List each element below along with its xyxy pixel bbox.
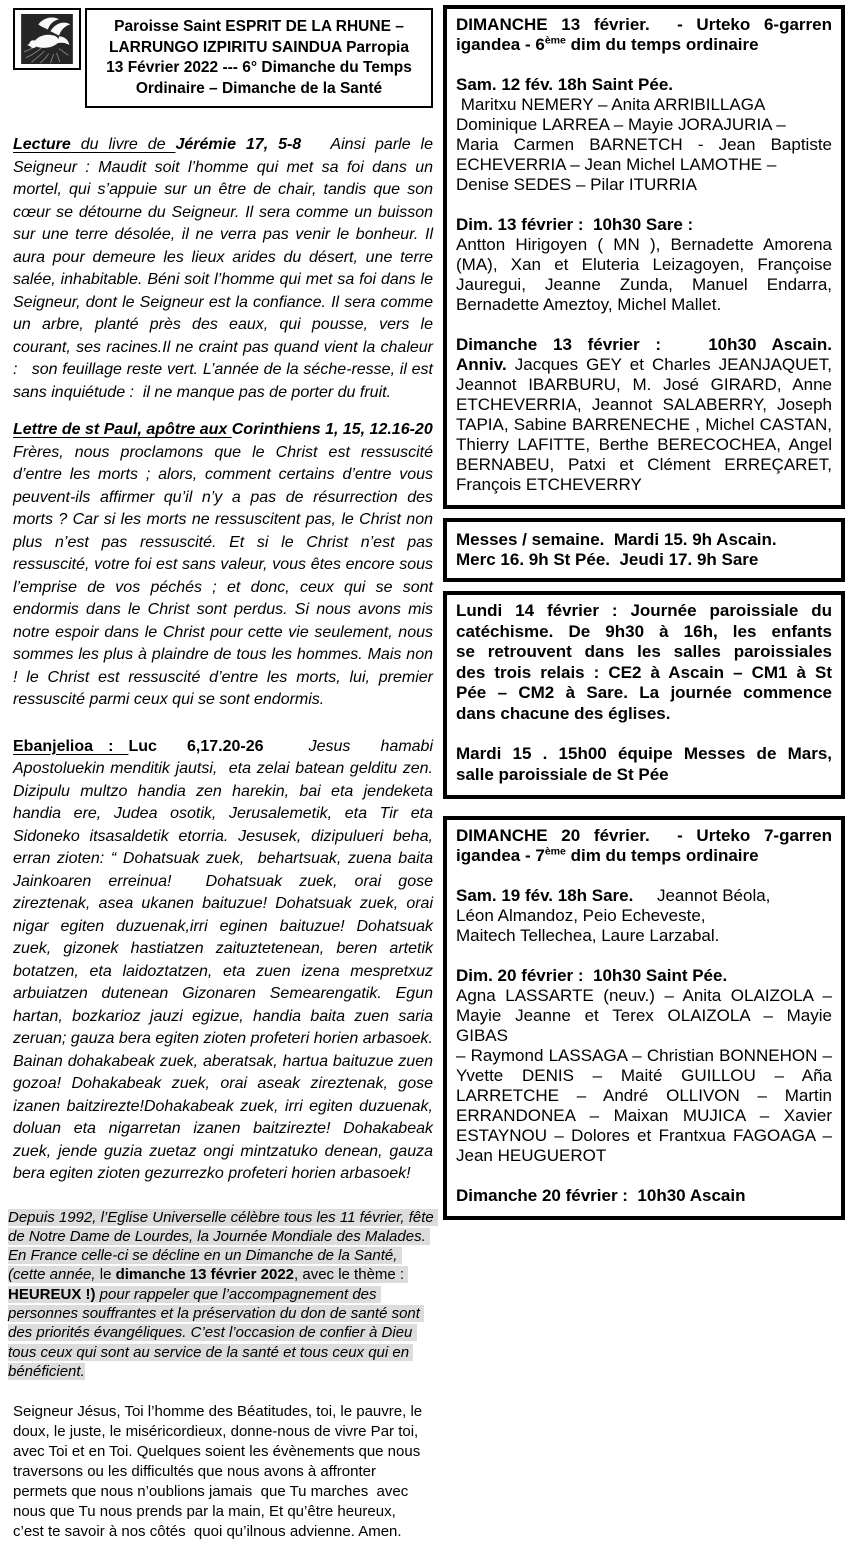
text-line: Denise SEDES – Pilar ITURRIA	[456, 175, 697, 194]
text-line: Maria Carmen BARNETCH - Jean Baptiste	[456, 135, 832, 154]
text-line: Agna LASSARTE (neuv.) – Anita OLAIZOLA –	[456, 986, 832, 1005]
reading-jeremiah-heading-rest: du livre de	[70, 136, 176, 153]
sunday-20-feb-box	[443, 816, 845, 1220]
reading-corinthians-body: Frères, nous proclamons que le Christ est ressuscité d’entre les morts ; alors, comment certains d’entre vous peuvent-ils affirmer qu’il n’y a pas de résurrection des morts ? Car si les morts ne ressuscitent pas, le Christ non plus n’est pas ressuscité. Et si le Christ n’est pas ressuscité, votre foi est sans valeur, vous êtes encore sous l’emprise de vos péchés ; et donc, ceux qui se sont endormis dans le Christ sont perdus. Si nous avons mis notre espoir dans le Christ pour cette vie seulement, nous sommes les plus à plaindre de tous les hommes. Mais non ! le Christ est ressuscité d’entre les morts, lui, premier ressuscité parmi ceux qui se sont endormis.	[13, 443, 438, 708]
left-column	[8, 8, 438, 1543]
saturday-19-line	[456, 886, 832, 906]
text-line: Jeannot IBARBURU, M. José GIRARD, Anne	[456, 375, 832, 394]
text-line: ECHEVERRIA – Jean Michel LAMOTHE –	[456, 155, 777, 174]
box4-heading-pre: igandea - 7	[456, 846, 545, 865]
text-line: Léon Almandoz, Peio Echeveste,	[456, 906, 706, 925]
reading-jeremiah-heading: Lecture	[13, 136, 71, 153]
gospel-body: Jesus hamabi Apostoluekin menditik jautsi, eta zelai batean gelditu zen. Dizipulu multzo handia zen harekin, bai eta jendeketa handia ere, Judea osotik, Jerusalemetik, eta Tir eta Sidoneko itsasaldetik etorria. Jesusek, dizipulueri beha, erran zioten: “ Dohatsuak zuek, behartsuak, zuena baita Jainkoaren erreinua! Dohatsuak zuek, orai gose zireztenak, asea ukanen baituzue! Dohatsuak zuek, orai nigar egiten duzuenak,irri eginen baituzue! Dohatsuak zuek, gizonek hastiatzen zaituztetenean, beren artetik botatzen, eta laidoztatzen, eta zuen izena mespretxuz arbuiatzen dutenean Gizonaren Semearengatik. Egun hartan, bozkarioz jauzi egizue, handia baita zuen saria zeruan; gauza bera egiten zioten profeteri horien arbasoek. Bainan dohakabeak zuek, aberatsak, hartua baituzue zuen gozoa! Dohakabeak zuek, orai aseak zireztenak, gose izanen baitzirezte!Dohakabeak zuek, irri egiten duzuenak, doluan eta nigarretan izanen baitzirezte! Dohakabeak zuek, jende guzia zuetaz ongi mintzatuko denean, gauza bera egiten zioten gezurrezko profeteri horien arbasoek!	[13, 737, 438, 1182]
health-note-seg4: , avec le thème :	[294, 1266, 409, 1284]
health-sunday-note	[8, 1208, 438, 1382]
box1-heading-line1: DIMANCHE 13 février. - Urteko 6-garren	[456, 15, 832, 34]
saturday-12-names	[456, 95, 832, 195]
sunday-13-ascain-section	[456, 335, 832, 495]
gospel-basque	[13, 736, 438, 1186]
superscript-eme: ème	[544, 34, 566, 47]
text-line: dans chacune des églises.	[456, 703, 671, 723]
sunday-20-stpee-section	[456, 966, 837, 1166]
sunday-13-sare-section	[456, 215, 832, 315]
text-line: Maitech Tellechea, Laure Larzabal.	[456, 926, 720, 945]
box1-heading-pre: igandea - 6	[456, 35, 545, 54]
text-line: traversons ou les difficultés que nous avons à affronter	[13, 1463, 376, 1481]
sunday-13-ascain-names	[456, 375, 832, 495]
anniversary-label: Anniv.	[456, 355, 507, 374]
text-line: Lundi 14 février : Journée paroissiale du	[456, 601, 832, 620]
saturday-12-section	[456, 75, 832, 195]
sunday-20-stpee-names	[456, 986, 837, 1166]
box1-heading-line2	[456, 35, 832, 55]
parish-logo-box	[13, 8, 81, 70]
reading-corinthians-heading: Lettre de st Paul, apôtre aux	[13, 421, 232, 438]
text-line: Jauregui, Jeanne Zunda, Manuel Endarra,	[456, 275, 832, 294]
masthead	[13, 8, 433, 108]
parish-title-line-2: LARRUNGO IZPIRITU SAINDUA Parropia	[109, 38, 409, 56]
reading-jeremiah-reference: Jérémie 17, 5-8	[175, 136, 302, 153]
text-line: nous que Tu nous prends par la main, Et qu’être heureux,	[13, 1503, 396, 1521]
text-line: Maritxu NEMERY – Anita ARRIBILLAGA	[456, 95, 766, 114]
highlighted-text	[8, 1209, 438, 1380]
gospel-heading: Ebanjelioa :	[13, 737, 129, 755]
text-line: ERRANDONEA – Maixan MUJICA – Xavier	[456, 1106, 832, 1125]
text-line: se retrouvent dans les salles paroissiales	[456, 642, 832, 661]
sunday-13-ascain-heading: Dimanche 13 février : 10h30 Ascain.	[456, 335, 832, 354]
sunday-20-stpee-heading: Dim. 20 février : 10h30 Saint Pée.	[456, 966, 728, 985]
box1-heading-post: dim du temps ordinaire	[565, 35, 759, 54]
weekday-masses-box	[443, 518, 845, 582]
tuesday-meeting-paragraph	[456, 744, 832, 785]
health-note-seg6: pour rappeler que l’accompagnement des personnes souffrantes et la préservation du don de santé sont des priorités évangéliques. C’est l’occasion de confier à Dieu tous ceux qui sont au service de la santé et tous ceux qui en bénéficient.	[8, 1285, 425, 1380]
text-line: Dominique LARREA – Mayie JORAJURIA –	[456, 115, 786, 134]
text-line: doux, le juste, le miséricordieux, donne-nous de vivre Par toi,	[13, 1423, 419, 1441]
weekday-masses-line2: Merc 16. 9h St Pée. Jeudi 17. 9h Sare	[456, 550, 759, 569]
anniversary-line	[456, 355, 832, 375]
dove-icon	[21, 14, 73, 64]
text-line: LARRETCHE – André OLLIVON – Martin	[456, 1086, 832, 1105]
text-line: (MA), Xan et Eluteria Leizagoyen, Françoise	[456, 255, 832, 274]
parish-title-box	[85, 8, 433, 108]
box4-heading-line1: DIMANCHE 20 février. - Urteko 7-garren	[456, 826, 832, 845]
text-line: permets que nous n’oublions jamais que Tu marches avec	[13, 1483, 409, 1501]
text-line: c’est te savoir à nos côtés quoi qu’ilnous advienne. Amen.	[13, 1523, 402, 1541]
text-line: avec Toi et en Toi. Quelques soient les évènements que nous	[13, 1443, 421, 1461]
catechism-day-box	[443, 591, 845, 799]
text-line: Seigneur Jésus, Toi l’homme des Béatitudes, toi, le pauvre, le	[13, 1403, 423, 1421]
right-column	[443, 5, 845, 1220]
saturday-19-heading: Sam. 19 fév. 18h Sare.	[456, 886, 634, 905]
text-line: ESTAYNOU – Dolores et Frantxua FAGOAGA –	[456, 1126, 832, 1145]
text-line: Yvette DENIS – Maité GUILLOU – Aña	[456, 1066, 832, 1085]
text-line: Thierry LAFITTE, Berthe BERECOCHEA, Angel	[456, 435, 832, 454]
reading-jeremiah-body: Ainsi parle le Seigneur : Maudit soit l’homme qui met sa foi dans un mortel, qui s’appuie sur un être de chair, tandis que son cœur se détourne du Seigneur. Il sera comme un buisson sur une terre désolée, il ne verra pas venir le bonheur. Il aura pour demeure les lieux arides du désert, une terre salée, inhabitable. Béni soit l’homme qui met sa foi dans le Seigneur, dont le Seigneur est la confiance. Il sera comme un arbre, planté près des eaux, qui pousse, vers le courant, ses racines.Il ne craint pas quand vient la chaleur : son feuillage reste vert. L’année de la séche-resse, il est sans inquiétude : il ne manque pas de porter du fruit.	[13, 136, 438, 401]
parish-title-line-3: 13 Février 2022 --- 6° Dimanche du Temps	[106, 59, 412, 76]
text-line: Mardi 15 . 15h00 équipe Messes de Mars,	[456, 744, 832, 763]
saturday-19-section	[456, 886, 832, 946]
health-note-seg2: le	[99, 1266, 116, 1284]
prayer-text	[13, 1403, 433, 1543]
weekday-masses-line1: Messes / semaine. Mardi 15. 9h Ascain.	[456, 530, 777, 549]
text-line: Antton Hirigoyen ( MN ), Bernadette Amorena	[456, 235, 832, 254]
text-line: ETCHEVERRIA, Jeannot SALABERRY, Joseph	[456, 395, 832, 414]
health-note-seg1: Depuis 1992, l’Eglise Universelle célèbre tous les 11 février, fête de Notre Dame de Lourdes, la Journée Mondiale des Malades. En France celle-ci se décline en un Dimanche de la Santé, (cette année,	[8, 1208, 438, 1284]
text-line: Mayie Jeanne et Terex OLAIZOLA – Mayie GIBAS	[456, 1006, 837, 1045]
reading-corinthians	[13, 419, 438, 712]
sunday-13-feb-box	[443, 5, 845, 509]
parish-title-line-1: Paroisse Saint ESPRIT DE LA RHUNE –	[114, 18, 404, 35]
box4-heading-line2	[456, 846, 832, 866]
saturday-19-names	[456, 906, 832, 946]
text-line: BERNABEU, Patxi et Clément ERREÇARET,	[456, 455, 832, 474]
text-line: François ETCHEVERRY	[456, 475, 642, 494]
health-note-theme: HEUREUX !)	[8, 1285, 96, 1303]
sunday-20-ascain-heading: Dimanche 20 février : 10h30 Ascain	[456, 1186, 746, 1205]
box4-heading-post: dim du temps ordinaire	[565, 846, 759, 865]
reading-corinthians-reference: Corinthiens 1, 15, 12.16-20	[231, 421, 433, 438]
superscript-eme: ème	[544, 845, 566, 858]
sunday-13-sare-names	[456, 235, 832, 315]
text-line: Bernadette Ameztoy, Michel Mallet.	[456, 295, 722, 314]
saturday-12-heading: Sam. 12 fév. 18h Saint Pée.	[456, 75, 674, 94]
gospel-reference: Luc 6,17.20-26	[128, 737, 264, 755]
catechism-paragraph	[456, 601, 832, 724]
sunday-13-sare-heading: Dim. 13 février : 10h30 Sare :	[456, 215, 694, 234]
text-line: des trois relais : CE2 à Ascain – CM1 à St	[456, 662, 832, 682]
health-note-date: dimanche 13 février 2022	[115, 1266, 295, 1284]
anniversary-names-start: Jacques GEY et Charles JEANJAQUET,	[506, 355, 832, 374]
text-line: salle paroissiale de St Pée	[456, 764, 669, 784]
text-line: TAPIA, Sabine BARRENECHE , Michel CASTAN,	[456, 415, 832, 434]
reading-corinthians-heading-line	[13, 419, 433, 442]
text-line: Jean HEUGUEROT	[456, 1146, 607, 1165]
sunday-20-ascain-section	[456, 1186, 832, 1206]
text-line: catéchisme. De 9h30 à 16h, les enfants	[456, 621, 832, 641]
text-line: Pée – CM2 à Sare. La journée commence	[456, 683, 832, 702]
parish-title-line-4: Ordinaire – Dimanche de la Santé	[135, 79, 383, 97]
text-line: – Raymond LASSAGA – Christian BONNEHON –	[456, 1046, 832, 1065]
saturday-19-first-name: Jeannot Béola,	[633, 886, 771, 905]
reading-jeremiah	[13, 134, 438, 404]
